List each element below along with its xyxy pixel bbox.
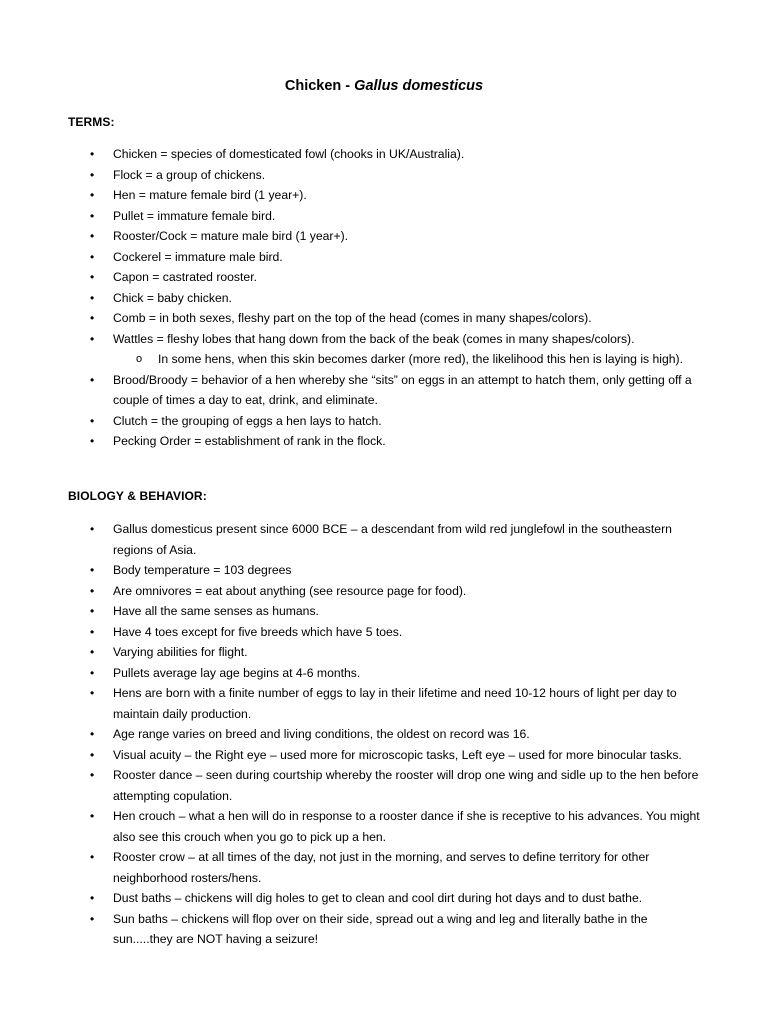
bullet-icon: •	[90, 645, 95, 659]
list-item-text: Have 4 toes except for five breeds which have 5 toes.	[113, 624, 403, 639]
bullet-icon: •	[90, 413, 95, 428]
list-item-text: Comb = in both sexes, fleshy part on the top of the head (comes in many shapes/colors).	[113, 311, 592, 325]
terms-list	[68, 144, 708, 452]
sub-list-item	[68, 349, 708, 370]
list-item	[68, 765, 708, 806]
list-item	[68, 745, 708, 766]
list-item-text: Capon = castrated rooster.	[113, 270, 257, 284]
biology-list	[68, 519, 708, 950]
circle-bullet-icon: o	[136, 353, 143, 365]
bullet-icon: •	[90, 270, 95, 284]
bullet-icon: •	[90, 727, 95, 741]
bullet-icon: •	[90, 563, 95, 577]
list-item	[68, 888, 708, 909]
list-item	[68, 267, 708, 288]
list-item-text: Dust baths – chickens will dig holes to get to clean and cool dirt during hot days and to dust bathe.	[113, 891, 643, 905]
list-item	[68, 247, 708, 268]
list-item-text: Body temperature = 103 degrees	[113, 563, 292, 577]
list-item-text: Rooster dance – seen during courtship whereby the rooster will drop one wing and sidle up to the hen before attempting copulation.	[113, 768, 699, 803]
bullet-icon: •	[90, 290, 95, 305]
bullet-icon: •	[90, 604, 95, 618]
list-item-text: Brood/Broody = behavior of a hen whereby she “sits” on eggs in an attempt to hatch them, only getting off a couple of times a day to eat, drink, and eliminate.	[113, 372, 692, 407]
list-item-text: Have all the same senses as humans.	[113, 604, 319, 618]
bullet-icon: •	[90, 434, 95, 448]
list-item	[68, 909, 708, 950]
list-item	[68, 370, 708, 411]
biology-heading: BIOLOGY & BEHAVIOR:	[68, 489, 207, 503]
list-item-text: Pullets average lay age begins at 4-6 months.	[113, 665, 361, 680]
bullet-icon: •	[90, 208, 95, 223]
list-item	[68, 724, 708, 745]
list-item-text: Chick = baby chicken.	[113, 290, 232, 305]
list-item-text: Pecking Order = establishment of rank in the flock.	[113, 434, 386, 448]
list-item-text: Hens are born with a finite number of eggs to lay in their lifetime and need 10-12 hours of light per day to maintain daily production.	[113, 686, 677, 721]
bullet-icon: •	[90, 809, 95, 823]
list-item-text: Hen crouch – what a hen will do in response to a rooster dance if she is receptive to his advances. You might also see this crouch when you go to pick up a hen.	[113, 809, 700, 844]
bullet-icon: •	[90, 747, 95, 762]
list-item-text: Rooster crow – at all times of the day, not just in the morning, and serves to define territory for other neighborhood rosters/hens.	[113, 850, 650, 885]
list-item-text: Chicken = species of domesticated fowl (chooks in UK/Australia).	[113, 147, 465, 161]
list-item-text: Age range varies on breed and living conditions, the oldest on record was 16.	[113, 727, 530, 741]
bullet-icon: •	[90, 147, 95, 161]
list-item-text: Rooster/Cock = mature male bird (1 year+).	[113, 229, 349, 243]
bullet-icon: •	[90, 167, 95, 182]
page-title	[0, 76, 768, 96]
list-item-text: Clutch = the grouping of eggs a hen lays to hatch.	[113, 413, 382, 428]
bullet-icon: •	[90, 583, 95, 598]
bullet-icon: •	[90, 891, 95, 905]
list-item	[68, 431, 708, 452]
bullet-icon: •	[90, 372, 95, 387]
list-item	[68, 308, 708, 329]
bullet-icon: •	[90, 686, 95, 700]
list-item	[68, 206, 708, 227]
bullet-icon: •	[90, 249, 95, 264]
bullet-icon: •	[90, 665, 95, 680]
list-item	[68, 663, 708, 684]
bullet-icon: •	[90, 229, 95, 243]
list-item	[68, 144, 708, 165]
list-item-text: Wattles = fleshy lobes that hang down from the back of the beak (comes in many shapes/colors).	[113, 331, 635, 346]
list-item	[68, 581, 708, 602]
bullet-icon: •	[90, 911, 95, 926]
list-item-text: Pullet = immature female bird.	[113, 208, 276, 223]
list-item-text: Flock = a group of chickens.	[113, 167, 266, 182]
terms-heading: TERMS:	[68, 115, 115, 129]
title-scientific-name: Gallus domesticus	[354, 78, 484, 94]
bullet-icon: •	[90, 768, 95, 782]
list-item	[68, 329, 708, 350]
list-item	[68, 519, 708, 560]
list-item	[68, 601, 708, 622]
list-item-text: Visual acuity – the Right eye – used more for microscopic tasks, Left eye – used for more binocular tasks.	[113, 747, 682, 762]
list-item	[68, 560, 708, 581]
list-item	[68, 847, 708, 888]
list-item	[68, 226, 708, 247]
bullet-icon: •	[90, 331, 95, 346]
list-item-text: Cockerel = immature male bird.	[113, 249, 283, 264]
list-item	[68, 411, 708, 432]
list-item	[68, 806, 708, 847]
list-item	[68, 165, 708, 186]
list-item	[68, 642, 708, 663]
list-item	[68, 288, 708, 309]
list-item	[68, 185, 708, 206]
list-item-text: Hen = mature female bird (1 year+).	[113, 188, 307, 202]
list-item-text: Gallus domesticus present since 6000 BCE – a descendant from wild red junglefowl in the southeastern regions of Asia.	[113, 522, 672, 557]
bullet-icon: •	[90, 522, 95, 536]
list-item	[68, 622, 708, 643]
bullet-icon: •	[90, 188, 95, 202]
sub-list-item-text: In some hens, when this skin becomes darker (more red), the likelihood this hen is laying is high).	[158, 352, 683, 366]
list-item-text: Are omnivores = eat about anything (see resource page for food).	[113, 583, 467, 598]
bullet-icon: •	[90, 624, 95, 639]
list-item	[68, 683, 708, 724]
title-main: Chicken -	[284, 78, 355, 94]
bullet-icon: •	[90, 311, 95, 325]
list-item-text: Sun baths – chickens will flop over on their side, spread out a wing and leg and literally bathe in the sun.....they are NOT having a seizure!	[113, 911, 648, 946]
list-item-text: Varying abilities for flight.	[113, 645, 248, 659]
bullet-icon: •	[90, 850, 95, 864]
